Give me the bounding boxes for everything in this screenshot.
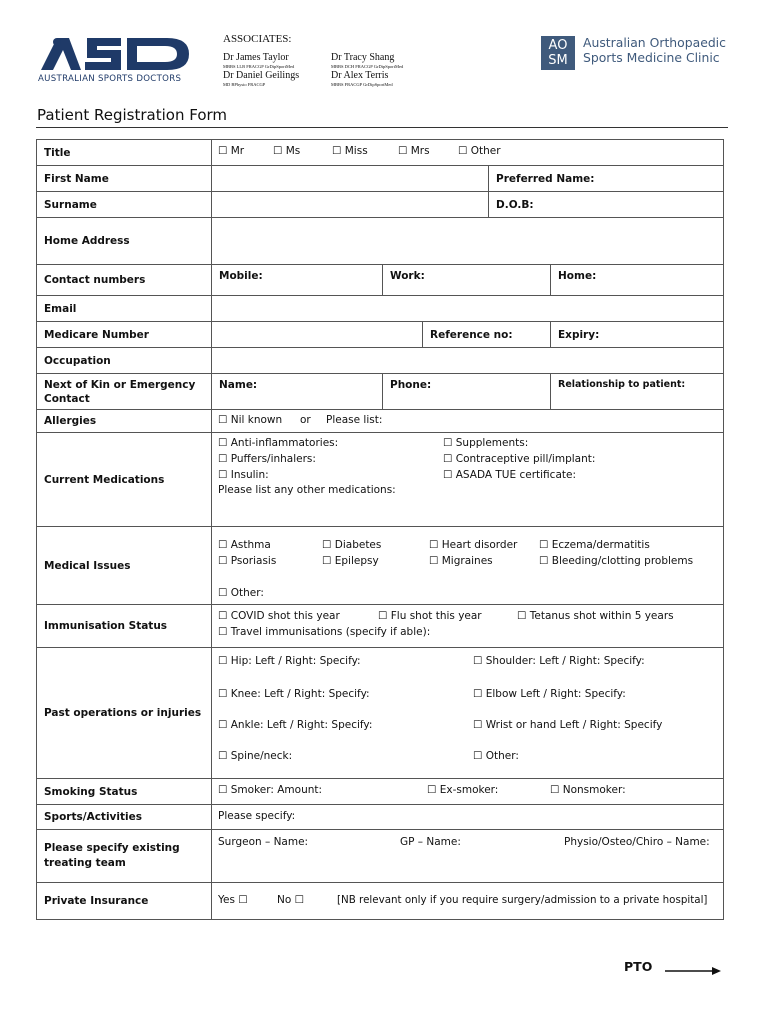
physio-name-field[interactable]: Physio/Osteo/Chiro – Name: — [564, 836, 710, 848]
aosm-logo-line: AO — [548, 38, 568, 53]
home-address-field[interactable] — [212, 218, 723, 264]
insurance-note: [NB relevant only if you require surgery/admission to a private hospital] — [337, 894, 708, 906]
allergies-label: Allergies — [37, 410, 212, 432]
dob-field[interactable]: D.O.B: — [488, 192, 723, 217]
migraines-checkbox[interactable]: ☐ Migraines — [429, 555, 493, 567]
title-divider — [36, 127, 728, 128]
title-ms-checkbox[interactable]: ☐ Ms — [273, 145, 301, 157]
doctor-name: Dr Daniel Geilings — [223, 70, 300, 81]
sports-row — [36, 804, 724, 829]
doctor-entry — [223, 52, 294, 69]
treating-team-row — [36, 829, 724, 882]
tetanus-checkbox[interactable]: ☐ Tetanus shot within 5 years — [517, 610, 674, 622]
doctor-entry — [331, 70, 393, 87]
medicare-number-field[interactable] — [212, 322, 422, 347]
title-mrs-checkbox[interactable]: ☐ Mrs — [398, 145, 430, 157]
asd-logo-subtitle: AUSTRALIAN SPORTS DOCTORS — [38, 74, 182, 84]
occupation-row — [36, 347, 724, 373]
doctor-name: Dr Alex Terris — [331, 70, 389, 81]
medical-issues-field — [212, 527, 723, 604]
private-insurance-label: Private Insurance — [37, 883, 212, 919]
past-operations-row — [36, 647, 724, 778]
medications-label: Current Medications — [37, 433, 212, 526]
title-options — [212, 140, 723, 165]
private-insurance-field — [212, 883, 723, 919]
smoking-field — [212, 779, 723, 804]
surname-field[interactable] — [212, 192, 488, 217]
asthma-checkbox[interactable]: ☐ Asthma — [218, 539, 271, 551]
ankle-checkbox[interactable]: ☐ Ankle: Left / Right: Specify: — [218, 719, 373, 731]
allergies-or-text: or — [300, 414, 311, 426]
preferred-name-field[interactable]: Preferred Name: — [488, 166, 723, 191]
hip-checkbox[interactable]: ☐ Hip: Left / Right: Specify: — [218, 655, 361, 667]
operations-other-checkbox[interactable]: ☐ Other: — [473, 750, 519, 762]
associates-title: ASSOCIATES: — [223, 33, 292, 45]
treating-team-field — [212, 830, 723, 882]
aosm-logo — [541, 36, 575, 70]
other-medications-field[interactable]: Please list any other medications: — [218, 484, 396, 496]
diabetes-checkbox[interactable]: ☐ Diabetes — [322, 539, 382, 551]
work-field[interactable]: Work: — [382, 265, 550, 295]
wrist-checkbox[interactable]: ☐ Wrist or hand Left / Right: Specify — [473, 719, 663, 731]
doctor-qualifications: MBBS LLB FRACGP GrDipSportMed — [223, 64, 295, 69]
private-insurance-row — [36, 882, 724, 920]
first-name-field[interactable] — [212, 166, 488, 191]
elbow-checkbox[interactable]: ☐ Elbow Left / Right: Specify: — [473, 688, 626, 700]
email-row — [36, 295, 724, 321]
immunisation-row — [36, 604, 724, 647]
medications-field — [212, 433, 723, 526]
surname-row — [36, 191, 724, 217]
contact-label: Contact numbers — [37, 265, 212, 295]
aosm-logo-line: SM — [548, 53, 568, 68]
occupation-label: Occupation — [37, 348, 212, 373]
kin-relationship-field[interactable]: Relationship to patient: — [550, 374, 723, 409]
heart-disorder-checkbox[interactable]: ☐ Heart disorder — [429, 539, 518, 551]
clinic-name-line: Sports Medicine Clinic — [583, 50, 720, 65]
supplements-checkbox[interactable]: ☐ Supplements: — [443, 437, 529, 449]
email-label: Email — [37, 296, 212, 321]
allergies-field — [212, 410, 723, 432]
first-name-label: First Name — [37, 166, 212, 191]
expiry-field[interactable]: Expiry: — [550, 322, 723, 347]
allergies-row — [36, 409, 724, 432]
insurance-yes-checkbox[interactable]: Yes ☐ — [218, 894, 248, 906]
first-name-row — [36, 165, 724, 191]
title-mr-checkbox[interactable]: ☐ Mr — [218, 145, 245, 157]
anti-inflammatories-checkbox[interactable]: ☐ Anti-inflammatories: — [218, 437, 339, 449]
nil-known-checkbox[interactable]: ☐ Nil known — [218, 414, 283, 426]
ex-smoker-checkbox[interactable]: ☐ Ex-smoker: — [427, 784, 499, 796]
medical-issues-row — [36, 526, 724, 604]
next-of-kin-label: Next of Kin or Emergency Contact — [37, 374, 212, 409]
epilepsy-checkbox[interactable]: ☐ Epilepsy — [322, 555, 379, 567]
title-label: Title — [37, 140, 212, 165]
arrow-right-icon — [665, 962, 723, 981]
title-miss-checkbox[interactable]: ☐ Miss — [332, 145, 368, 157]
past-operations-label: Past operations or injuries — [37, 648, 212, 778]
mobile-field[interactable]: Mobile: — [219, 270, 263, 282]
pto-label: PTO — [624, 959, 653, 974]
smoker-checkbox[interactable]: ☐ Smoker: Amount: — [218, 784, 323, 796]
eczema-checkbox[interactable]: ☐ Eczema/dermatitis — [539, 539, 650, 551]
contraceptive-checkbox[interactable]: ☐ Contraceptive pill/implant: — [443, 453, 596, 465]
doctor-qualifications: MBBS DCH FRACGP GrDipSportMed — [331, 64, 404, 69]
sports-label: Sports/Activities — [37, 805, 212, 829]
clinic-name-line: Australian Orthopaedic — [583, 35, 726, 50]
doctor-entry — [331, 52, 403, 69]
knee-checkbox[interactable]: ☐ Knee: Left / Right: Specify: — [218, 688, 370, 700]
smoking-row — [36, 778, 724, 804]
sports-field[interactable] — [212, 805, 723, 829]
past-operations-field — [212, 648, 723, 778]
doctor-entry — [223, 70, 299, 87]
doctor-name: Dr Tracy Shang — [331, 52, 395, 63]
puffers-checkbox[interactable]: ☐ Puffers/inhalers: — [218, 453, 316, 465]
shoulder-checkbox[interactable]: ☐ Shoulder: Left / Right: Specify: — [473, 655, 645, 667]
allergies-list-field[interactable]: Please list: — [326, 414, 383, 426]
insulin-checkbox[interactable]: ☐ Insulin: — [218, 469, 269, 481]
title-row — [36, 139, 724, 165]
email-field[interactable] — [212, 296, 723, 321]
occupation-field[interactable] — [212, 348, 723, 373]
clinic-name — [583, 35, 726, 65]
covid-checkbox[interactable]: ☐ COVID shot this year — [218, 610, 340, 622]
immunisation-label: Immunisation Status — [37, 605, 212, 647]
sports-specify-text: Please specify: — [218, 810, 296, 822]
medicare-label: Medicare Number — [37, 322, 212, 347]
kin-name-field[interactable]: Name: — [219, 379, 258, 391]
doctor-qualifications: MD BPhysio FRACGP — [223, 82, 266, 87]
medicare-row — [36, 321, 724, 347]
contact-row — [36, 264, 724, 295]
title-other-checkbox[interactable]: ☐ Other — [458, 145, 501, 157]
nonsmoker-checkbox[interactable]: ☐ Nonsmoker: — [550, 784, 626, 796]
next-of-kin-row — [36, 373, 724, 409]
form-title: Patient Registration Form — [37, 106, 228, 124]
home-phone-field[interactable]: Home: — [550, 265, 723, 295]
registration-form — [36, 139, 724, 920]
kin-phone-field[interactable]: Phone: — [382, 374, 550, 409]
surgeon-name-field[interactable]: Surgeon – Name: — [218, 836, 309, 848]
doctor-qualifications: MBBS FRACGP GrDipSportMed — [331, 82, 393, 87]
smoking-label: Smoking Status — [37, 779, 212, 804]
gp-name-field[interactable]: GP – Name: — [400, 836, 461, 848]
asd-logo — [37, 34, 193, 86]
reference-field[interactable]: Reference no: — [422, 322, 550, 347]
doctor-name: Dr James Taylor — [223, 52, 289, 63]
insurance-no-checkbox[interactable]: No ☐ — [277, 894, 305, 906]
home-address-label: Home Address — [37, 218, 212, 264]
surname-label: Surname — [37, 192, 212, 217]
asada-checkbox[interactable]: ☐ ASADA TUE certificate: — [443, 469, 576, 481]
flu-checkbox[interactable]: ☐ Flu shot this year — [378, 610, 482, 622]
home-address-row — [36, 217, 724, 264]
spine-checkbox[interactable]: ☐ Spine/neck: — [218, 750, 293, 762]
bleeding-checkbox[interactable]: ☐ Bleeding/clotting problems — [539, 555, 694, 567]
medical-issues-label: Medical Issues — [37, 527, 212, 604]
psoriasis-checkbox[interactable]: ☐ Psoriasis — [218, 555, 277, 567]
treating-team-label: Please specify existing treating team — [37, 830, 212, 882]
medications-row — [36, 432, 724, 526]
immunisation-field — [212, 605, 723, 647]
travel-checkbox[interactable]: ☐ Travel immunisations (specify if able): — [218, 626, 431, 638]
medical-other-checkbox[interactable]: ☐ Other: — [218, 587, 264, 599]
